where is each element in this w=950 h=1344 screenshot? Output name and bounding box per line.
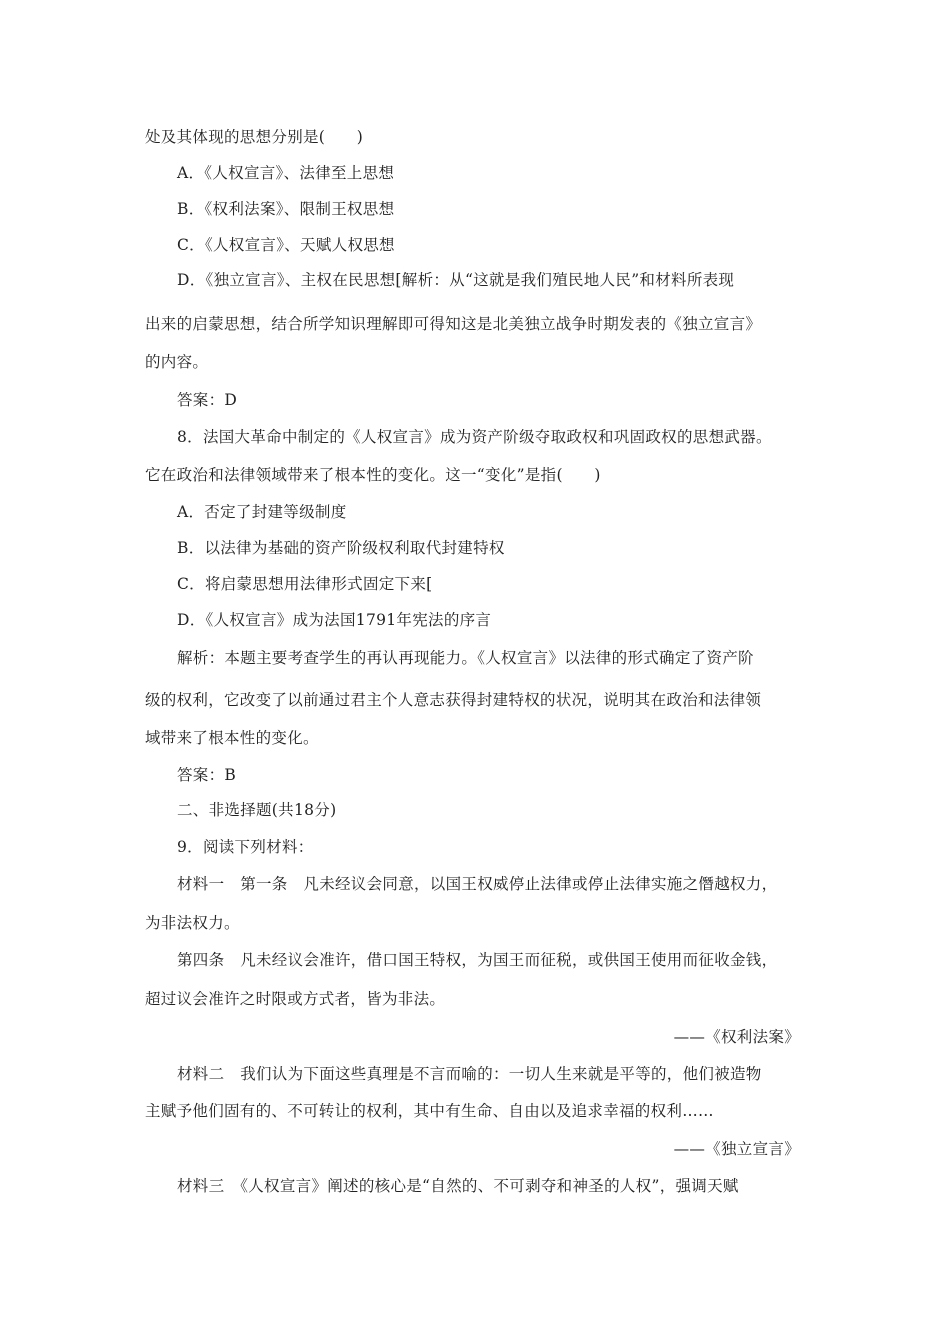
option-c: C．将启蒙思想用法律形式固定下来[: [177, 575, 433, 593]
answer-line: 答案：D: [177, 391, 238, 409]
option-d: D．《独立宣言》、主权在民思想[解析：从“这就是我们殖民地人民”和材料所表现: [177, 271, 735, 289]
question-8: 8．法国大革命中制定的《人权宣言》成为资产阶级夺取政权和巩固政权的思想武器。: [177, 428, 772, 446]
material-1-article-4: 第四条 凡未经议会准许，借口国王特权，为国王而征税，或供国王使用而征收金钱，: [177, 951, 778, 969]
text-line: 主赋予他们固有的、不可转让的权利，其中有生命、自由以及追求幸福的权利……: [145, 1102, 714, 1120]
material-2: 材料二 我们认为下面这些真理是不言而喻的：一切人生来就是平等的，他们被造物: [177, 1065, 762, 1083]
text-line: 域带来了根本性的变化。: [145, 729, 319, 747]
text-line: 级的权利，它改变了以前通过君主个人意志获得封建特权的状况，说明其在政治和法律领: [145, 691, 762, 709]
answer-line: 答案：B: [177, 766, 237, 784]
source-citation: ——《独立宣言》: [673, 1140, 800, 1158]
source-citation: ——《权利法案》: [673, 1028, 800, 1046]
text-line: 超过议会准许之时限或方式者，皆为非法。: [145, 990, 446, 1008]
option-b: B．《权利法案》、限制王权思想: [177, 200, 395, 218]
material-3: 材料三 《人权宣言》阐述的核心是“自然的、不可剥夺和神圣的人权”，强调天赋: [177, 1177, 739, 1195]
option-c: C．《人权宣言》、天赋人权思想: [177, 236, 395, 254]
option-a: A．否定了封建等级制度: [177, 503, 347, 521]
material-1: 材料一 第一条 凡未经议会同意，以国王权威停止法律或停止法律实施之僭越权力，: [177, 875, 778, 893]
text-line: 的内容。: [145, 353, 209, 371]
option-a: A．《人权宣言》、法律至上思想: [177, 164, 395, 182]
text-line: 出来的启蒙思想，结合所学知识理解即可得知这是北美独立战争时期发表的《独立宣言》: [145, 315, 762, 333]
analysis-line: 解析：本题主要考查学生的再认再现能力。《人权宣言》以法律的形式确定了资产阶: [177, 649, 754, 667]
text-line: 为非法权力。: [145, 914, 240, 932]
section-heading: 二、非选择题(共18分): [177, 801, 337, 819]
option-b: B．以法律为基础的资产阶级权利取代封建特权: [177, 539, 505, 557]
option-d: D．《人权宣言》成为法国1791年宪法的序言: [177, 611, 492, 629]
text-line: 它在政治和法律领域带来了根本性的变化。这一“变化”是指( ): [145, 466, 601, 484]
question-9: 9．阅读下列材料：: [177, 838, 314, 856]
text-line: 处及其体现的思想分别是( ): [145, 128, 364, 146]
